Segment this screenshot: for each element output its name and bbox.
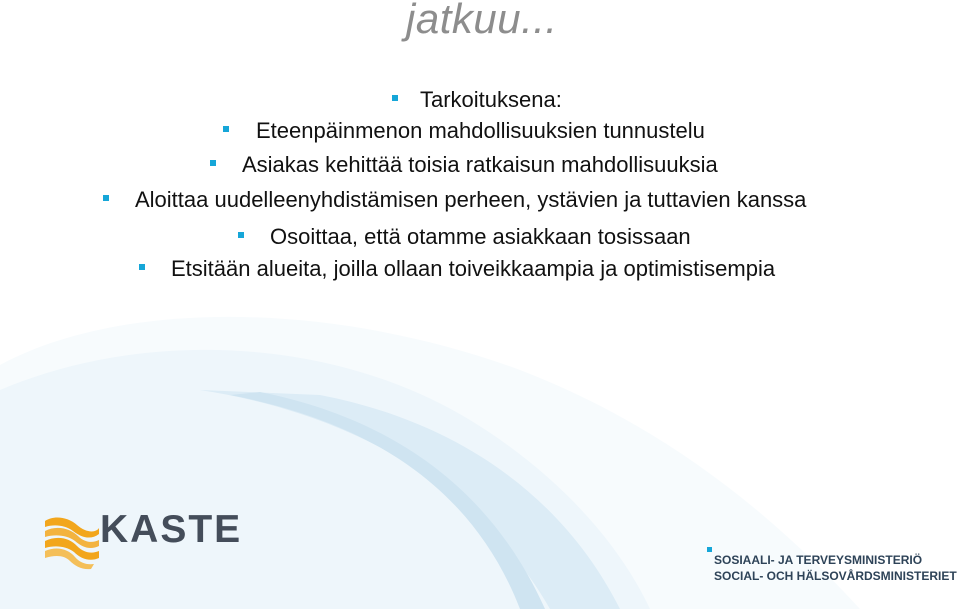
bullet-text: Asiakas kehittää toisia ratkaisun mahdollisuuksia — [242, 152, 718, 177]
ministry-name-finnish: SOSIAALI- JA TERVEYSMINISTERIÖ — [714, 553, 923, 567]
square-bullet-icon — [210, 160, 216, 166]
square-bullet-icon — [103, 195, 109, 201]
ministry-square-icon — [707, 547, 712, 552]
bullet-text: Aloittaa uudelleenyhdistämisen perheen, ystävien ja tuttavien kanssa — [135, 187, 807, 212]
square-bullet-icon — [238, 232, 244, 238]
slide-title: jatkuu... — [406, 0, 558, 42]
kaste-logo-text: KASTE — [100, 508, 243, 551]
square-bullet-icon — [139, 264, 145, 270]
bullet-text: Osoittaa, että otamme asiakkaan tosissaan — [270, 224, 691, 249]
ministry-name-swedish: SOCIAL- OCH HÄLSOVÅRDSMINISTERIET — [714, 569, 957, 583]
bullet-text: Tarkoituksena: — [420, 87, 562, 112]
square-bullet-icon — [223, 126, 229, 132]
bullet-text: Etsitään alueita, joilla ollaan toiveikkaampia ja optimistisempia — [171, 256, 776, 281]
square-bullet-icon — [392, 95, 398, 101]
bullet-text: Eteenpäinmenon mahdollisuuksien tunnustelu — [256, 118, 705, 143]
